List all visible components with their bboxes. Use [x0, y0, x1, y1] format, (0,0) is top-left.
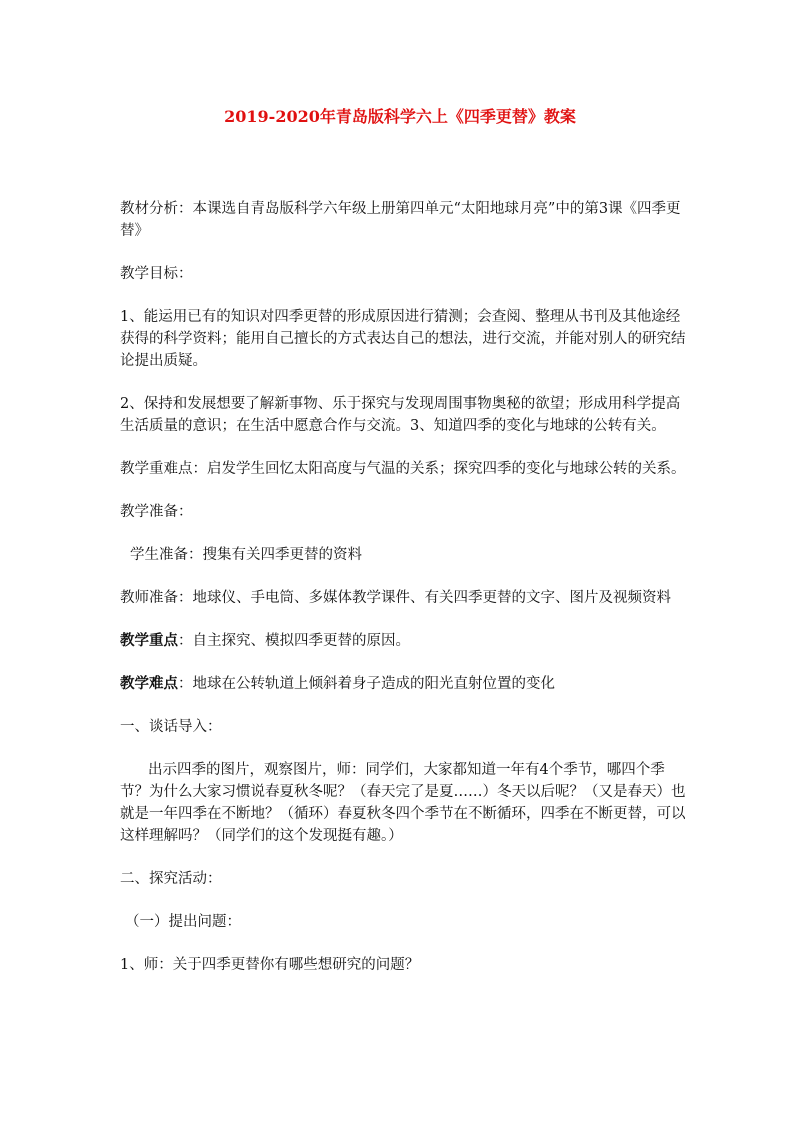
paragraph-goal-1: 1、能运用已有的知识对四季更替的形成原因进行猜测；会查阅、整理从书刊及其他途经获得的科学资料；能用自己擅长的方式表达自己的想法，进行交流，并能对别人的研究结论提出质疑。 [120, 309, 686, 369]
paragraph-student-preparation: 学生准备：搜集有关四季更替的资料 [130, 547, 362, 563]
paragraph-key-point [120, 630, 686, 652]
paragraph-goal-2-3: 2、保持和发展想要了解新事物、乐于探究与发现周围事物奥秘的欲望；形成用科学提高生活质量的意识；在生活中愿意合作与交流。3、知道四季的变化与地球的公转有关。 [120, 396, 681, 434]
paragraph-teacher-preparation: 教师准备：地球仪、手电筒、多媒体教学课件、有关四季更替的文字、图片及视频资料 [120, 590, 671, 606]
difficult-point-text: ：地球在公转轨道上倾斜着身子造成的阳光直射位置的变化 [178, 676, 555, 692]
section-heading-inquiry: 二、探究活动： [120, 871, 222, 887]
paragraph-material-analysis: 教材分析：本课选自青岛版科学六年级上册第四单元“太阳地球月亮”中的第3课《四季更替》 [120, 201, 681, 239]
difficult-point-label: 教学难点 [120, 675, 178, 692]
document-title: 2019-2020年青岛版科学六上《四季更替》教案 [224, 107, 576, 126]
paragraph-preparation-heading: 教学准备： [120, 504, 193, 520]
subsection-heading-raise-questions: （一）提出问题： [125, 914, 241, 930]
paragraph-teacher-question: 1、师：关于四季更替你有哪些想研究的问题？ [120, 957, 420, 973]
key-point-text: ：自主探究、模拟四季更替的原因。 [178, 633, 410, 649]
key-point-label: 教学重点 [120, 632, 178, 649]
section-heading-intro: 一、谈话导入： [120, 719, 222, 735]
document-body [120, 198, 686, 997]
paragraph-teaching-goals-heading: 教学目标： [120, 266, 193, 282]
paragraph-difficult-point [120, 673, 686, 695]
paragraph-intro-dialogue: 出示四季的图片，观察图片，师：同学们，大家都知道一年有4个季节，哪四个季节？为什么大家习惯说春夏秋冬呢？（春天完了是夏……）冬天以后呢？（又是春天）也就是一年四季在不断地？（循环）春夏秋冬四个季节在不断循环，四季在不断更替，可以这样理解吗？（同学们的这个发现挺有趣。） [120, 762, 686, 844]
paragraph-key-difficulties: 教学重难点：启发学生回忆太阳高度与气温的关系；探究四季的变化与地球公转的关系。 [120, 461, 686, 477]
